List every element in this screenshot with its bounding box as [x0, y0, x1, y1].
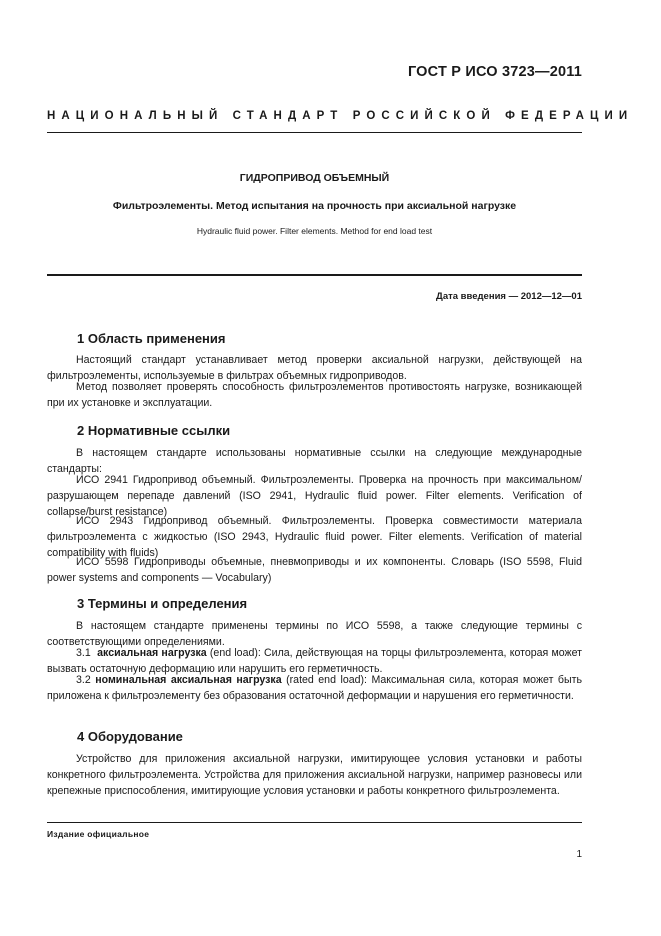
header-rule	[47, 132, 582, 133]
reference-iso-5598: ИСО 5598 Гидроприводы объемные, пневмоприводы и их компоненты. Словарь (ISO 5598, Fluid power systems and components — Vocabulary)	[47, 556, 582, 584]
term-3-2-name: номинальная аксиальная нагрузка	[95, 674, 282, 686]
introduction-date: Дата введения — 2012—12—01	[436, 291, 582, 302]
term-3-2	[47, 672, 582, 704]
document-subtitle: Фильтроэлементы. Метод испытания на прочность при аксиальной нагрузке	[112, 200, 517, 212]
national-standard-banner: НАЦИОНАЛЬНЫЙ СТАНДАРТ РОССИЙСКОЙ ФЕДЕРАЦИИ	[47, 110, 634, 122]
official-edition-label: Издание официальное	[47, 829, 150, 839]
term-3-2-definition: (rated end load): Максимальная сила, которая может быть приложена к фильтроэлементу без образования остаточной деформации и нарушения его герметичности.	[47, 674, 582, 702]
section-3-heading: 3 Термины и определения	[77, 596, 248, 611]
section-4-heading: 4 Оборудование	[77, 729, 183, 744]
section-1-paragraph-2: Метод позволяет проверять способность фильтроэлементов противостоять нагрузке, возникающей при их установке и эксплуатации.	[47, 381, 582, 409]
term-3-1-definition: (end load): Сила, действующая на торцы фильтроэлемента, которая может вызвать остаточную деформацию или нарушить его герметичность.	[47, 647, 582, 675]
standard-code: ГОСТ Р ИСО 3723—2011	[407, 64, 582, 80]
term-3-1-number: 3.1	[76, 647, 91, 659]
title-rule	[47, 274, 582, 276]
reference-iso-2941: ИСО 2941 Гидропривод объемный. Фильтроэлементы. Проверка на прочность при максимальном/разрушающем перепаде давлений (ISO 2941, Hydraulic fluid power. Filter elements. Verification of collapse/burst resistance)	[47, 474, 582, 518]
section-3-paragraph-1: В настоящем стандарте применены термины по ИСО 5598, а также следующие термины с соответствующими определениями.	[47, 620, 582, 648]
term-3-2-number: 3.2	[76, 674, 91, 686]
page-number: 1	[576, 849, 582, 860]
term-3-1-name: аксиальная нагрузка	[97, 647, 207, 659]
section-1-heading: 1 Область применения	[77, 331, 226, 346]
section-2-heading: 2 Нормативные ссылки	[77, 423, 231, 438]
footer-rule	[47, 822, 582, 823]
section-1-paragraph-1: Настоящий стандарт устанавливает метод проверки аксиальной нагрузки, действующей на фильтроэлементы, используемые в фильтрах объемных гидроприводов.	[47, 354, 582, 382]
reference-iso-2943: ИСО 2943 Гидропривод объемный. Фильтроэлементы. Проверка совместимости материала фильтроэлемента с жидкостью (ISO 2943, Hydraulic fluid power. Filter elements. Verification of material compatibility with fluids)	[47, 515, 582, 559]
section-4-paragraph-1: Устройство для приложения аксиальной нагрузки, имитирующее условия установки и работы конкретного фильтроэлемента. Устройства для приложения аксиальной нагрузки, например разновесы или крепежные приспособления, имитирующие условия установки и работы конкретного фильтроэлемента.	[47, 753, 582, 797]
section-2-paragraph-1: В настоящем стандарте использованы нормативные ссылки на следующие международные стандарты:	[47, 447, 582, 475]
english-title: Hydraulic fluid power. Filter elements. Method for end load test	[196, 226, 433, 236]
document-title: ГИДРОПРИВОД ОБЪЕМНЫЙ	[239, 172, 390, 184]
